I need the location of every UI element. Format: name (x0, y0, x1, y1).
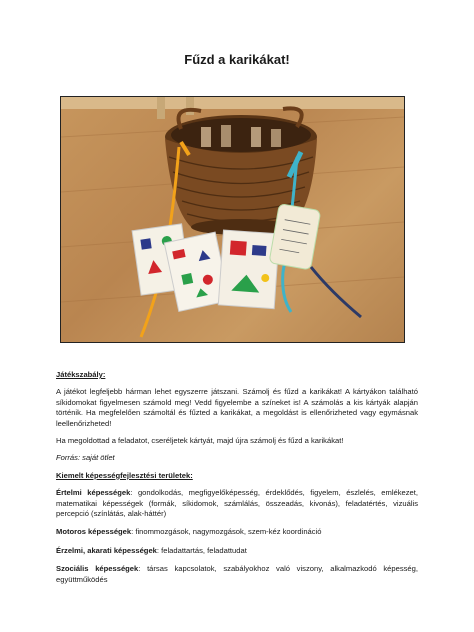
skill-label: Motoros képességek (56, 527, 132, 537)
skill-motor (56, 527, 418, 537)
shape-card (218, 230, 279, 309)
rules-heading: Játékszabály: (56, 370, 106, 379)
skill-social (56, 564, 418, 585)
skill-text: : társas kapcsolatok, szabályokhoz való viszony, alkalmazkodó képesség, együttműködés (56, 564, 418, 584)
skill-text: : finommozgások, nagymozgások, szem-kéz koordináció (131, 527, 322, 537)
skill-label: Értelmi képességek (56, 488, 131, 498)
followup-paragraph: Ha megoldottad a feladatot, cseréljetek kártyát, majd újra számolj és fűzd a karikákat! (56, 436, 344, 446)
skill-label: Érzelmi, akarati képességek (56, 545, 157, 555)
skill-text: : feladattartás, feladattudat (156, 545, 247, 555)
skill-text: : gondolkodás, megfigyelőképesség, érdeklődés, figyelem, észlelés, emlékezet, matematikai képességek (formák, síkidomok, számlálás, összeadás, kivonás), feladatértés, vizuális percepció (színlátás, alak-háttér) (56, 488, 418, 519)
skill-emotional (56, 546, 418, 556)
skills-heading: Kiemelt képességfejlesztési területek: (56, 470, 193, 480)
navy-yarn (311, 267, 361, 317)
basket-photo (60, 96, 405, 343)
skill-label: Szociális képességek (56, 564, 139, 574)
skill-cognitive (56, 488, 418, 519)
wall-strip (61, 97, 404, 109)
document-body (56, 370, 418, 593)
table-leg (157, 97, 165, 119)
table-leg (186, 97, 194, 115)
source-note: Forrás: saját ötlet (56, 453, 115, 463)
basket-illustration (61, 97, 404, 342)
page-title: Fűzd a karikákat! (184, 52, 290, 67)
rules-paragraph: A játékot legfeljebb hárman lehet egyszerre játszani. Számolj és fűzd a karikákat! A kártyákon található síkidomokat figyelmesen számold meg! Vedd figyelembe a színeket is! A számolás a kis kártyák alapján történik. Ha megfelelően számoltál és fűzted a karikákat, a megoldást is ellenőrizheted vagy egymásnak leellenőrizheted! (56, 387, 418, 428)
